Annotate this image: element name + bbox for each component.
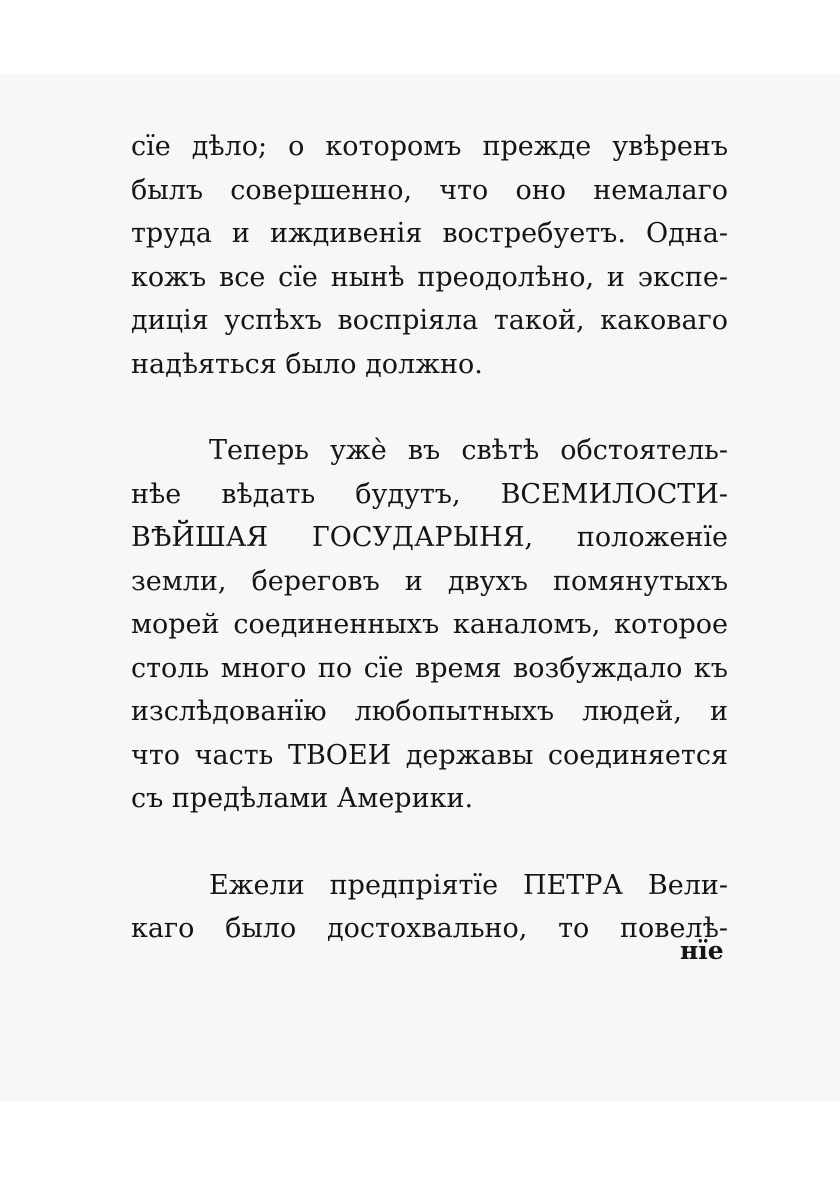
text-line: столь много по сїе время возбуждало къ (131, 652, 728, 684)
paragraph-1 (131, 125, 728, 386)
paragraph-2 (131, 429, 728, 821)
text-line: что часть ТВОЕИ державы соединяется (131, 739, 728, 771)
text-line: изслѣдованїю любопытныхъ людей, и (131, 696, 728, 727)
text-line: ВѢЙШАЯ ГОСУДАРЫНЯ, положенїе (131, 522, 728, 553)
text-line: диція успѣхъ воспріяла такой, каковаго (131, 305, 728, 336)
text-line: былъ совершенно, что оно немалаго (131, 174, 728, 206)
text-line: морей соединенныхъ каналомъ, которое (131, 609, 728, 640)
paragraph-3 (131, 864, 728, 951)
text-line: Теперь ужѐ въ свѣтѣ обстоятель- (209, 435, 728, 466)
page-text (131, 125, 728, 951)
text-line: каго было достохвально, то повелѣ- (131, 913, 728, 944)
text-line: труда и иждивенія востребуетъ. Одна- (131, 218, 728, 249)
text-line: Ежели предпріятїе ПЕТРА Вели- (209, 869, 728, 901)
text-line: нѣе вѣдать будутъ, ВСЕМИЛОСТИ- (131, 478, 728, 510)
catchword: нїе (680, 936, 724, 965)
text-line: земли, береговъ и двухъ помянутыхъ (131, 565, 728, 597)
text-line: кожъ все сїе нынѣ преодолѣно, и экспе- (131, 261, 728, 293)
text-line: надѣяться было должно. (131, 348, 483, 380)
text-line: сїе дѣло; о которомъ прежде увѣренъ (131, 131, 728, 162)
text-line: съ предѣлами Америки. (131, 783, 474, 814)
